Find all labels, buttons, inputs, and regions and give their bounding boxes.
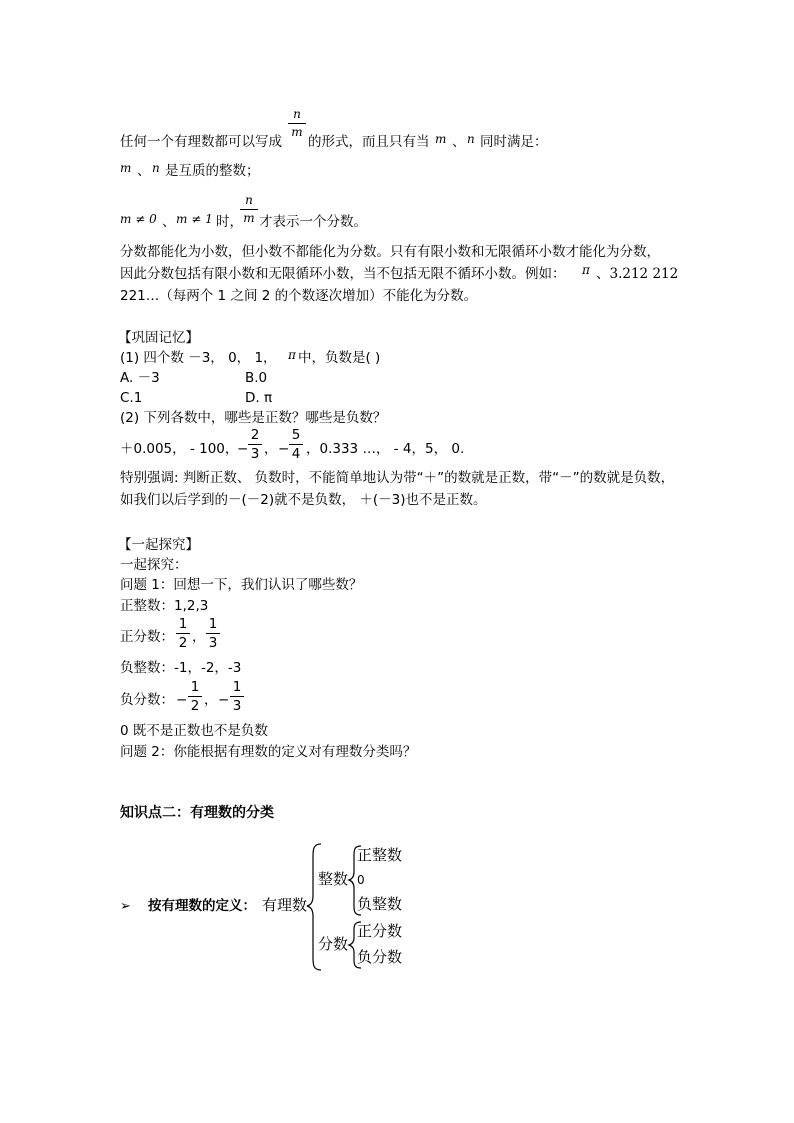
negative-integers: 负整数：-1，-2，-3 (120, 660, 242, 676)
special-note-line2: 如我们以后学到的－(－2)就不是负数， ＋(－3)也不是正数。 (120, 492, 487, 508)
comma: ， (204, 692, 218, 708)
condition-separator: 、 (162, 214, 176, 230)
explore-question-2: 问题 2：你能根据有理数的定义对有理数分类吗？ (120, 744, 417, 760)
line2-var-n: n (152, 161, 160, 175)
bullet-arrow-icon: ➢ (120, 899, 131, 914)
knowledge-title: 知识点二：有理数的分类 (120, 805, 274, 821)
line2-var-m: m (120, 161, 132, 175)
fraction-numerator: 2 (250, 427, 260, 443)
separator: 、 (452, 134, 466, 150)
paragraph-line2b: 、3.212 212 (596, 266, 679, 282)
negative-fractions-label: 负分数： (120, 692, 174, 708)
line2-text: 是互质的整数； (165, 163, 260, 179)
option-b: B.0 (245, 370, 268, 386)
fraction-numerator: 1 (232, 679, 242, 695)
def-line1-suffix: 同时满足： (480, 134, 548, 150)
fraction-denominator: 3 (208, 635, 218, 652)
fraction-numerator: 1 (190, 679, 200, 695)
question-1: (1) 四个数 －3， 0， 1， (120, 350, 277, 366)
minus-sign: − (176, 692, 188, 708)
comma: ， (264, 441, 278, 457)
pi-symbol: π (288, 348, 296, 362)
explore-question-1: 问题 1：回想一下，我们认识了哪些数？ (120, 577, 363, 593)
paragraph-line2a: 因此分数包括有限小数和无限循环小数，当不包括无限不循环小数。例如： (120, 266, 566, 282)
paragraph-line3: 221…（每两个 1 之间 2 的个数逐次增加）不能化为分数。 (120, 288, 478, 304)
fraction-denominator: 3 (232, 698, 242, 715)
fraction-denominator: 3 (250, 446, 260, 463)
condition-when: 时， (216, 214, 243, 230)
comma: ， (192, 629, 206, 645)
def-line1-prefix: 任何一个有理数都可以写成 (120, 134, 282, 150)
fraction-denominator: 2 (190, 698, 200, 715)
option-d: D. π (245, 390, 273, 406)
number-list-start: ＋0.005， - 100， (120, 441, 239, 457)
line2-separator: 、 (137, 163, 151, 179)
tree-positive-integer: 正整数 (357, 846, 403, 864)
fraction-numerator: 1 (178, 616, 188, 632)
explore-subheading: 一起探究： (120, 557, 188, 573)
minus-sign: − (237, 441, 249, 457)
tree-negative-integer: 负整数 (357, 895, 403, 913)
question-1-end: 中，负数是( ) (298, 350, 381, 366)
fraction-numerator: n (245, 193, 253, 207)
question-2: (2) 下列各数中，哪些是正数？哪些是负数？ (120, 410, 387, 426)
var-m: m (435, 132, 447, 146)
tree-integer: 整数 (318, 870, 349, 888)
minus-sign: − (218, 692, 230, 708)
def-line1-mid: 的形式，而且只有当 (308, 134, 430, 150)
special-note-line1: 特别强调: 判断正数、 负数时，不能简单地认为带“＋”的数就是正数，带“－”的数就是负数， (120, 470, 675, 486)
fraction-numerator: 1 (208, 616, 218, 632)
zero-note: 0 既不是正数也不是负数 (120, 723, 268, 739)
tree-negative-fraction: 负分数 (357, 948, 403, 966)
option-c: C.1 (120, 390, 143, 406)
fraction-denominator: m (291, 124, 303, 139)
fraction-denominator: 2 (178, 635, 188, 652)
pi-symbol: π (582, 263, 590, 277)
option-a: A. －3 (120, 370, 160, 386)
positive-integers: 正整数：1,2,3 (120, 598, 209, 614)
var-n: n (467, 132, 475, 146)
condition-text: 才表示一个分数。 (259, 214, 367, 230)
section-heading: 【一起探究】 (118, 537, 199, 553)
tree-zero: 0 (357, 873, 365, 887)
minus-sign: − (278, 441, 290, 457)
tree-root: 有理数 (262, 896, 308, 914)
tree-fraction: 分数 (318, 935, 349, 953)
positive-fractions-label: 正分数： (120, 629, 174, 645)
classification-label: 按有理数的定义： (148, 898, 256, 914)
condition-m-not-zero: m ≠ 0 (120, 212, 157, 226)
condition-m-not-one: m ≠ 1 (176, 212, 213, 226)
paragraph-line1: 分数都能化为小数，但小数不都能化为分数。只有有限小数和无限循环小数才能化为分数， (120, 244, 660, 260)
tree-positive-fraction: 正分数 (357, 922, 403, 940)
section-heading: 【巩固记忆】 (118, 330, 199, 346)
fraction-numerator: 5 (291, 427, 301, 443)
fraction-denominator: 4 (291, 446, 301, 463)
fraction-numerator: n (293, 107, 301, 121)
fraction-denominator: m (243, 210, 255, 225)
number-list-rest: ，0.333 …， - 4，5， 0. (306, 441, 465, 457)
